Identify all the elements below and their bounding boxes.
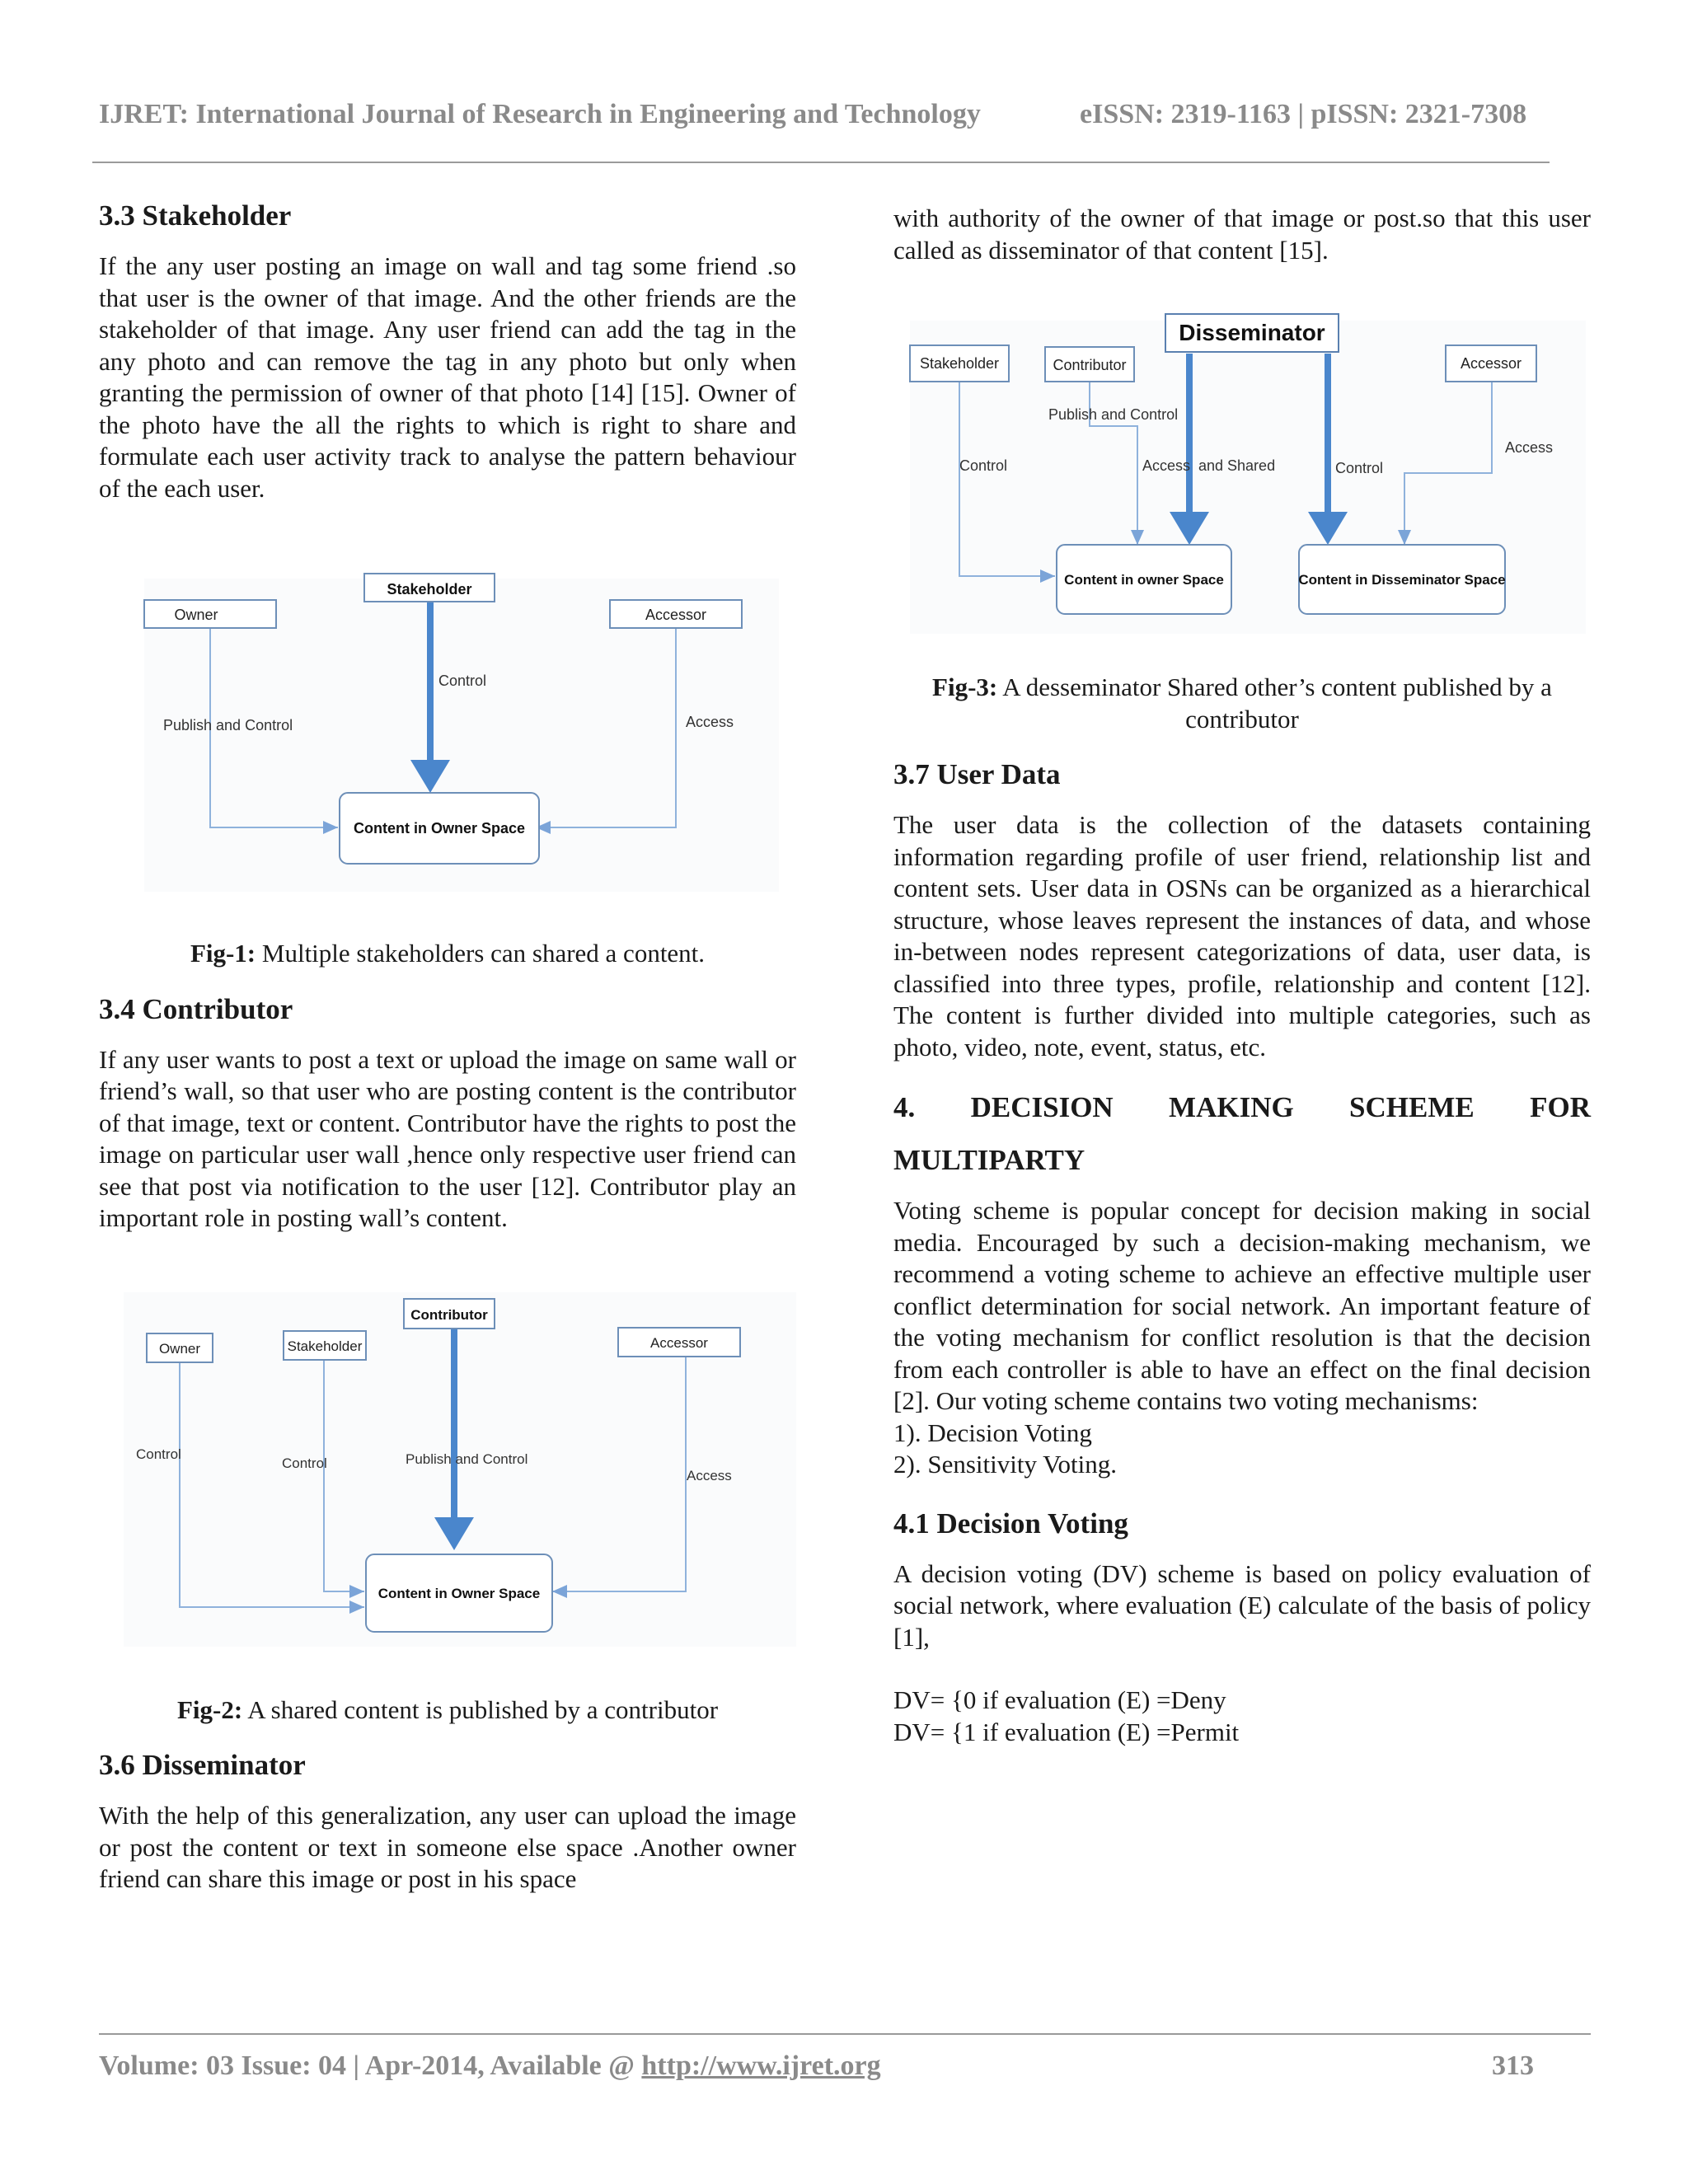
fig2-access-label: Access	[687, 1467, 732, 1483]
page-number: 313	[1492, 2050, 1534, 2081]
heading-4-word-1: 4.	[893, 1091, 916, 1123]
figure-1-diagram	[99, 562, 796, 908]
fig3-shared-label: and Shared	[1198, 457, 1276, 474]
section-body-3-3: If the any user posting an image on wall and tag some friend .so that user is the owner of that image. And the other friends are the stakeholder of that image. Any user friend can add the tag in the any photo and can remove the tag in any photo but only when granting the permission of owner of that photo [14] [15]. Owner of the photo have the all the rights to which is right to share and formulate each user activity track to analyse the pattern behaviour of the each user.	[99, 251, 796, 503]
figure-2-caption-text: A shared content is published by a contributor	[242, 1694, 719, 1724]
heading-4-word-5: FOR	[1530, 1091, 1591, 1123]
footer-volume-text: Volume: 03 Issue: 04 | Apr-2014, Available @	[99, 2050, 642, 2081]
section-heading-3-4: 3.4 Contributor	[99, 992, 293, 1025]
heading-4-word-4: SCHEME	[1349, 1091, 1475, 1123]
fig1-publish-label: Publish and Control	[163, 717, 293, 733]
fig1-accessor-label: Accessor	[645, 607, 707, 623]
fig3-contributor-label: Contributor	[1053, 357, 1127, 373]
section-heading-4-1: 4.1 Decision Voting	[893, 1507, 1128, 1540]
fig3-disseminator-label: Disseminator	[1179, 320, 1325, 345]
section-body-3-7: The user data is the collection of the datasets containing information regarding profile of user friend, relationship list and content sets. User data in OSNs can be organized as a hierarchical structure, whose leaves represent the instances of data, and whose in-between nodes represent categorizations of data, user data, is classified into three types, profile, relationship and content [12]. The content is further divided into multiple categories, such as photo, video, note, event, status, etc.	[893, 810, 1591, 1062]
figure-2-caption-label: Fig-2:	[176, 1694, 243, 1724]
fig1-stakeholder-label: Stakeholder	[387, 581, 472, 598]
fig3-access-right-label: Access	[1505, 439, 1554, 456]
section-heading-4-line2: MULTIPARTY	[893, 1144, 1085, 1176]
fig2-contributor-label: Contributor	[410, 1306, 488, 1323]
fig3-content-diss-label: Content in Disseminator Space	[1298, 572, 1506, 588]
fig3-publish-label: Publish and Control	[1048, 406, 1179, 423]
figure-2	[99, 1276, 796, 1727]
heading-4-word-3: MAKING	[1169, 1091, 1294, 1123]
fig2-accessor-label: Accessor	[650, 1334, 708, 1351]
fig2-control-mid-label: Control	[282, 1455, 327, 1471]
fig3-stakeholder-label: Stakeholder	[919, 355, 1000, 372]
fig1-owner-label: Owner	[174, 607, 218, 623]
journal-title: IJRET: International Journal of Research in Engineering and Technology	[99, 99, 981, 129]
fig3-control-right-label: Control	[1335, 460, 1384, 476]
figure-3-caption-label: Fig-3:	[932, 673, 998, 701]
fig3-content-owner-label: Content in owner Space	[1064, 572, 1224, 588]
section-body-3-6-continued: with authority of the owner of that image or post.so that this user called as disseminator of that content [15].	[893, 204, 1591, 265]
figure-3-caption	[893, 672, 1591, 735]
list-item-decision-voting: 1). Decision Voting	[893, 1418, 1092, 1447]
figure-1-caption-label: Fig-1:	[190, 939, 256, 968]
fig2-control-left-label: Control	[136, 1446, 181, 1462]
figure-3-diagram	[893, 304, 1591, 650]
fig2-owner-label: Owner	[158, 1340, 201, 1357]
figure-1-caption	[99, 938, 796, 970]
section-heading-4-line1	[893, 1090, 1591, 1126]
section-body-3-4: If any user wants to post a text or upload the image on same wall or friend’s wall, so that user who are posting content is the contributor of that image, text or content. Contributor have the rights to post the image on particular user wall ,hence only respective user friend can see that post via notification to the user [12]. Contributor play an important role in posting wall’s content.	[99, 1044, 796, 1232]
right-column	[893, 203, 1591, 1748]
left-column	[99, 198, 796, 1896]
list-item-sensitivity-voting: 2). Sensitivity Voting.	[893, 1450, 1118, 1479]
header-rule	[92, 162, 1550, 163]
section-heading-3-6: 3.6 Disseminator	[99, 1749, 306, 1781]
equation-deny: DV= {0 if evaluation (E) =Deny	[893, 1685, 1226, 1714]
equation-permit: DV= {1 if evaluation (E) =Permit	[893, 1717, 1240, 1746]
figure-2-caption	[99, 1694, 796, 1727]
footer-rule	[99, 2033, 1591, 2035]
section-heading-3-7: 3.7 User Data	[893, 758, 1061, 790]
figure-2-diagram	[99, 1276, 796, 1663]
fig3-accessor-label: Accessor	[1460, 355, 1522, 372]
fig3-access-mid-label: Access	[1142, 457, 1191, 474]
fig2-stakeholder-label: Stakeholder	[287, 1338, 363, 1354]
fig1-access-label: Access	[686, 714, 734, 730]
section-body-4-1: A decision voting (DV) scheme is based on policy evaluation of social network, where evaluation (E) calculate of the basis of policy [1],	[893, 1558, 1591, 1652]
fig1-content-label: Content in Owner Space	[353, 820, 526, 837]
footer-url-link[interactable]: http://www.ijret.org	[641, 2050, 881, 2081]
section-body-3-6: With the help of this generalization, any user can upload the image or post the content or text in someone else space .Another owner friend can share this image or post in his space	[99, 1801, 796, 1893]
fig3-control-left-label: Control	[959, 457, 1008, 474]
issn: eISSN: 2319-1163 | pISSN: 2321-7308	[1080, 99, 1527, 129]
figure-1	[99, 562, 796, 970]
heading-4-word-2: DECISION	[970, 1091, 1114, 1123]
section-heading-3-3: 3.3 Stakeholder	[99, 199, 292, 232]
figure-3	[893, 304, 1591, 735]
figure-1-caption-text: Multiple stakeholders can shared a content.	[256, 939, 706, 968]
fig1-control-label: Control	[438, 673, 487, 689]
footer-volume	[99, 2050, 881, 2082]
section-body-4: Voting scheme is popular concept for decision making in social media. Encouraged by such a decision-making mechanism, we recommend a voting scheme to achieve an effective multiple user conflict determination for social network. An important feature of the voting mechanism for conflict resolution is that the decision from each controller is able to have an effect on the final decision [2]. Our voting scheme contains two voting mechanisms:	[893, 1196, 1591, 1415]
figure-3-caption-text: A desseminator Shared other’s content published by a contributor	[997, 673, 1552, 733]
fig2-content-label: Content in Owner Space	[377, 1585, 541, 1601]
fig2-publish-label: Publish and Control	[406, 1451, 528, 1467]
